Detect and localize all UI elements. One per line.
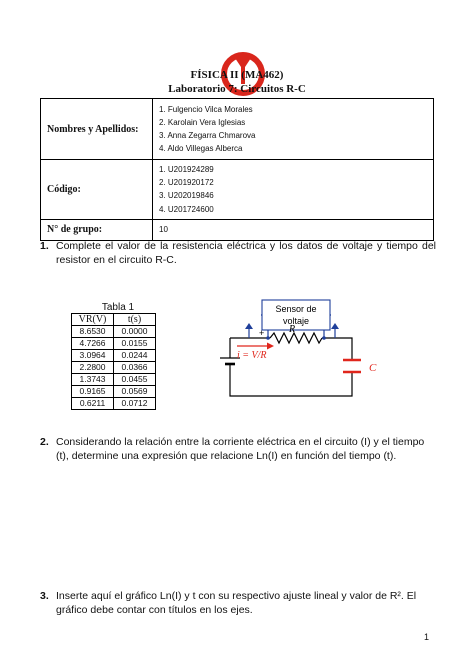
voltage-cell: 0.9165 <box>72 386 114 398</box>
student-info-table <box>40 98 434 241</box>
voltage-cell: 4.7266 <box>72 338 114 350</box>
table-row <box>72 362 156 374</box>
lab-title: Laboratorio 7: Circuitos R-C <box>168 83 306 95</box>
resistor-label: R <box>289 324 296 335</box>
table-row <box>72 374 156 386</box>
group-row <box>41 219 434 240</box>
capacitor-label: C <box>369 362 377 374</box>
group-label: N° de grupo: <box>41 219 153 240</box>
column-header-time: t(s) <box>114 314 156 326</box>
question-3-text: Inserte aquí el gráfico Ln(I) y t con su respectivo ajuste lineal y valor de R². El gráfico debe contar con títulos en los ejes. <box>56 590 417 616</box>
names-row <box>41 99 434 160</box>
group-number: 10 <box>159 225 168 235</box>
voltage-time-table <box>71 313 156 410</box>
student-name: 2. Karolain Vera Iglesias <box>159 117 246 127</box>
student-code: 2. U201920172 <box>159 178 214 188</box>
time-cell: 0.0712 <box>114 398 156 410</box>
sensor-label-line-2: voltaje <box>282 316 310 326</box>
course-title: FÍSICA II (MA462) <box>190 69 284 81</box>
table-row <box>72 338 156 350</box>
table-caption: Tabla 1 <box>101 302 135 313</box>
question-1-number: 1. <box>40 240 49 252</box>
student-code: 1. U201924289 <box>159 165 214 174</box>
names-cell <box>153 99 434 160</box>
question-3-number: 3. <box>40 590 49 602</box>
voltage-cell: 2.2800 <box>72 362 114 374</box>
table-row <box>72 398 156 410</box>
time-cell: 0.0455 <box>114 374 156 386</box>
student-code: 3. U202019846 <box>159 191 214 201</box>
capacitor-symbol <box>343 360 361 372</box>
time-cell: 0.0244 <box>114 350 156 362</box>
rc-circuit-diagram <box>212 296 387 406</box>
time-cell: 0.0569 <box>114 386 156 398</box>
sensor-label-line-1: Sensor de <box>275 304 317 314</box>
table-row <box>72 386 156 398</box>
question-2-text: Considerando la relación entre la corriente eléctrica en el circuito (I) y el tiempo (t), determine una expresión que relacione Ln(I) en función del tiempo (t). <box>56 436 425 462</box>
voltage-cell: 1.3743 <box>72 374 114 386</box>
time-cell: 0.0000 <box>114 326 156 338</box>
names-label: Nombres y Apellidos: <box>41 99 153 160</box>
table-row <box>72 326 156 338</box>
column-header-voltage: VR(V) <box>72 314 114 326</box>
voltage-cell: 0.6211 <box>72 398 114 410</box>
group-cell <box>153 219 434 240</box>
student-name: 4. Aldo Villegas Alberca <box>159 144 243 154</box>
question-1-text: Complete el valor de la resistencia eléctrica y los datos de voltaje y tiempo del resistor en el circuito R-C. <box>56 240 436 266</box>
table-header-row <box>72 314 156 326</box>
plus-sign: + <box>259 328 265 338</box>
code-cell <box>153 160 434 220</box>
student-name: 3. Anna Zegarra Chmarova <box>159 131 256 140</box>
resistor-symbol <box>270 333 322 343</box>
time-cell: 0.0366 <box>114 362 156 374</box>
code-row <box>41 160 434 220</box>
student-name: 1. Fulgencio Vilca Morales <box>159 104 253 114</box>
table-row <box>72 350 156 362</box>
code-label: Código: <box>41 160 153 220</box>
current-label: i = V/R <box>237 350 267 361</box>
student-code: 4. U201724600 <box>159 204 214 214</box>
voltage-cell: 8.6530 <box>72 326 114 338</box>
question-2-number: 2. <box>40 436 49 448</box>
page-number: 1 <box>424 632 430 642</box>
voltage-cell: 3.0964 <box>72 350 114 362</box>
time-cell: 0.0155 <box>114 338 156 350</box>
